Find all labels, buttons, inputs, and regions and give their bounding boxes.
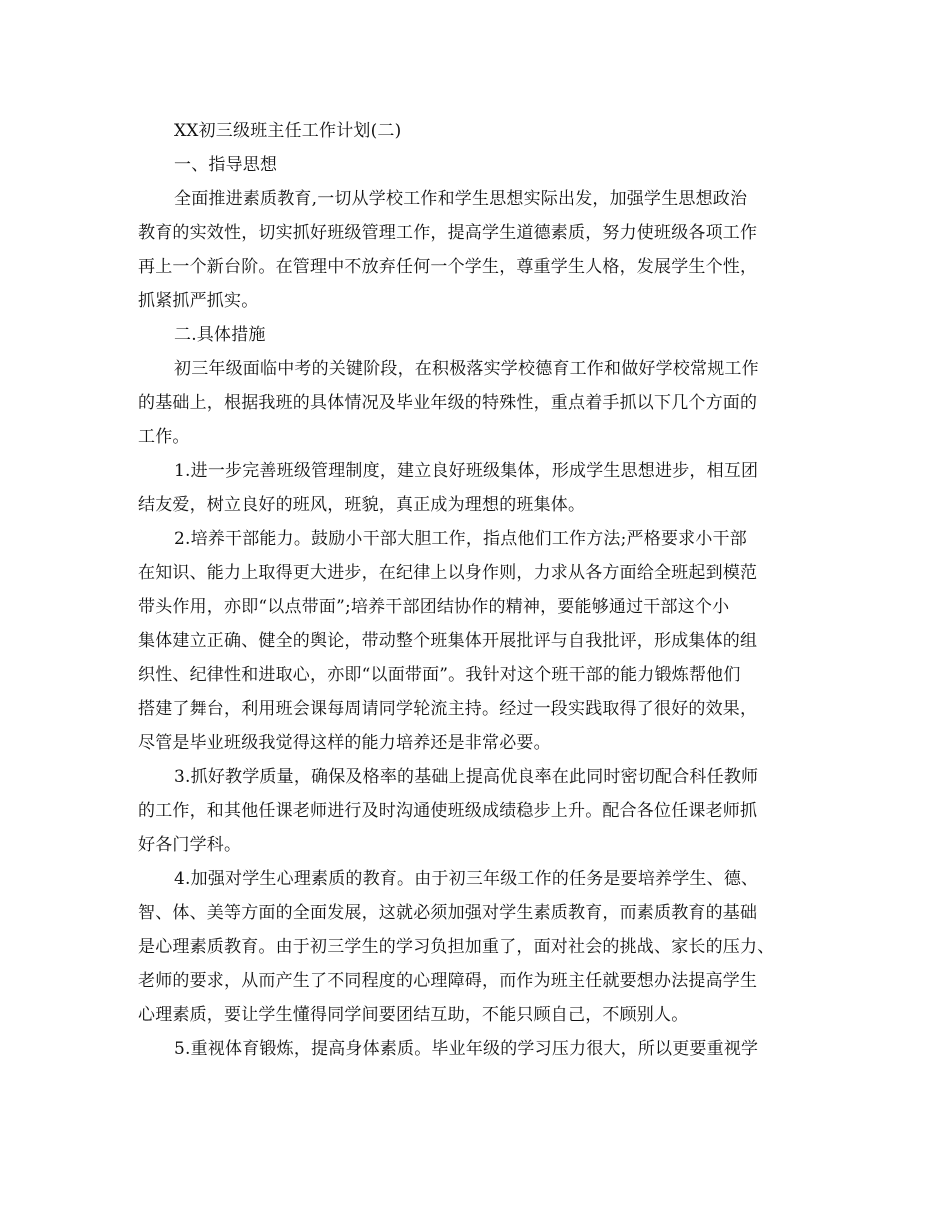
text-line: 初三年级面临中考的关键阶段，在积极落实学校德育工作和做好学校常规工作: [174, 359, 759, 379]
text-line: 5.重视体育锻炼，提高身体素质。毕业年级的学习压力很大，所以更要重视学: [174, 1039, 759, 1059]
text-line: 带头作用，亦即“以点带面”;培养干部团结协作的精神，要能够通过干部这个小: [138, 597, 730, 617]
text-line: 的工作，和其他任课老师进行及时沟通使班级成绩稳步上升。配合各位任课老师抓: [138, 801, 758, 821]
text-line: 在知识、能力上取得更大进步，在纪律上以身作则，力求从各方面给全班起到模范: [138, 563, 758, 583]
text-line: 一、指导思想: [174, 155, 278, 175]
text-line: 是心理素质教育。由于初三学生的学习负担加重了，面对社会的挑战、家长的压力、: [138, 937, 775, 957]
text-line: 搭建了舞台，利用班会课每周请同学轮流主持。经过一段实践取得了很好的效果，: [138, 699, 758, 719]
text-line: 尽管是毕业班级我觉得这样的能力培养还是非常必要。: [138, 733, 551, 753]
document-body: [138, 114, 818, 1066]
text-line: 教育的实效性，切实抓好班级管理工作，提高学生道德素质，努力使班级各项工作: [138, 223, 758, 243]
text-line: 的基础上，根据我班的具体情况及毕业年级的特殊性，重点着手抓以下几个方面的: [138, 393, 758, 413]
text-line: 4.加强对学生心理素质的教育。由于初三年级工作的任务是要培养学生、德、: [174, 869, 759, 889]
text-line: 工作。: [138, 427, 190, 447]
text-line: 3.抓好教学质量，确保及格率的基础上提高优良率在此同时密切配合科任教师: [174, 767, 759, 787]
text-line: 二.具体措施: [174, 325, 266, 345]
text-line: 集体建立正确、健全的舆论，带动整个班集体开展批评与自我批评，形成集体的组: [138, 631, 758, 651]
text-line: 1.进一步完善班级管理制度，建立良好班级集体，形成学生思想进步，相互团: [174, 461, 759, 481]
text-line: 织性、纪律性和进取心，亦即“以面带面”。我针对这个班干部的能力锻炼帮他们: [138, 665, 741, 685]
text-line: 好各门学科。: [138, 835, 242, 855]
text-line: 智、体、美等方面的全面发展，这就必须加强对学生素质教育，而素质教育的基础: [138, 903, 758, 923]
document-title: XX初三级班主任工作计划(二): [174, 121, 402, 141]
text-line: 心理素质，要让学生懂得同学间要团结互助，不能只顾自己，不顾别人。: [138, 1005, 689, 1025]
text-line: 全面推进素质教育,一切从学校工作和学生思想实际出发，加强学生思想政治: [174, 189, 748, 209]
text-line: 抓紧抓严抓实。: [138, 291, 259, 311]
text-line: 结友爱，树立良好的班风，班貌，真正成为理想的班集体。: [138, 495, 586, 515]
text-line: 再上一个新台阶。在管理中不放弃任何一个学生，尊重学生人格，发展学生个性，: [138, 257, 758, 277]
text-line: 2.培养干部能力。鼓励小干部大胆工作，指点他们工作方法;严格要求小干部: [174, 529, 747, 549]
text-line: 老师的要求，从而产生了不同程度的心理障碍，而作为班主任就要想办法提高学生: [138, 971, 758, 991]
